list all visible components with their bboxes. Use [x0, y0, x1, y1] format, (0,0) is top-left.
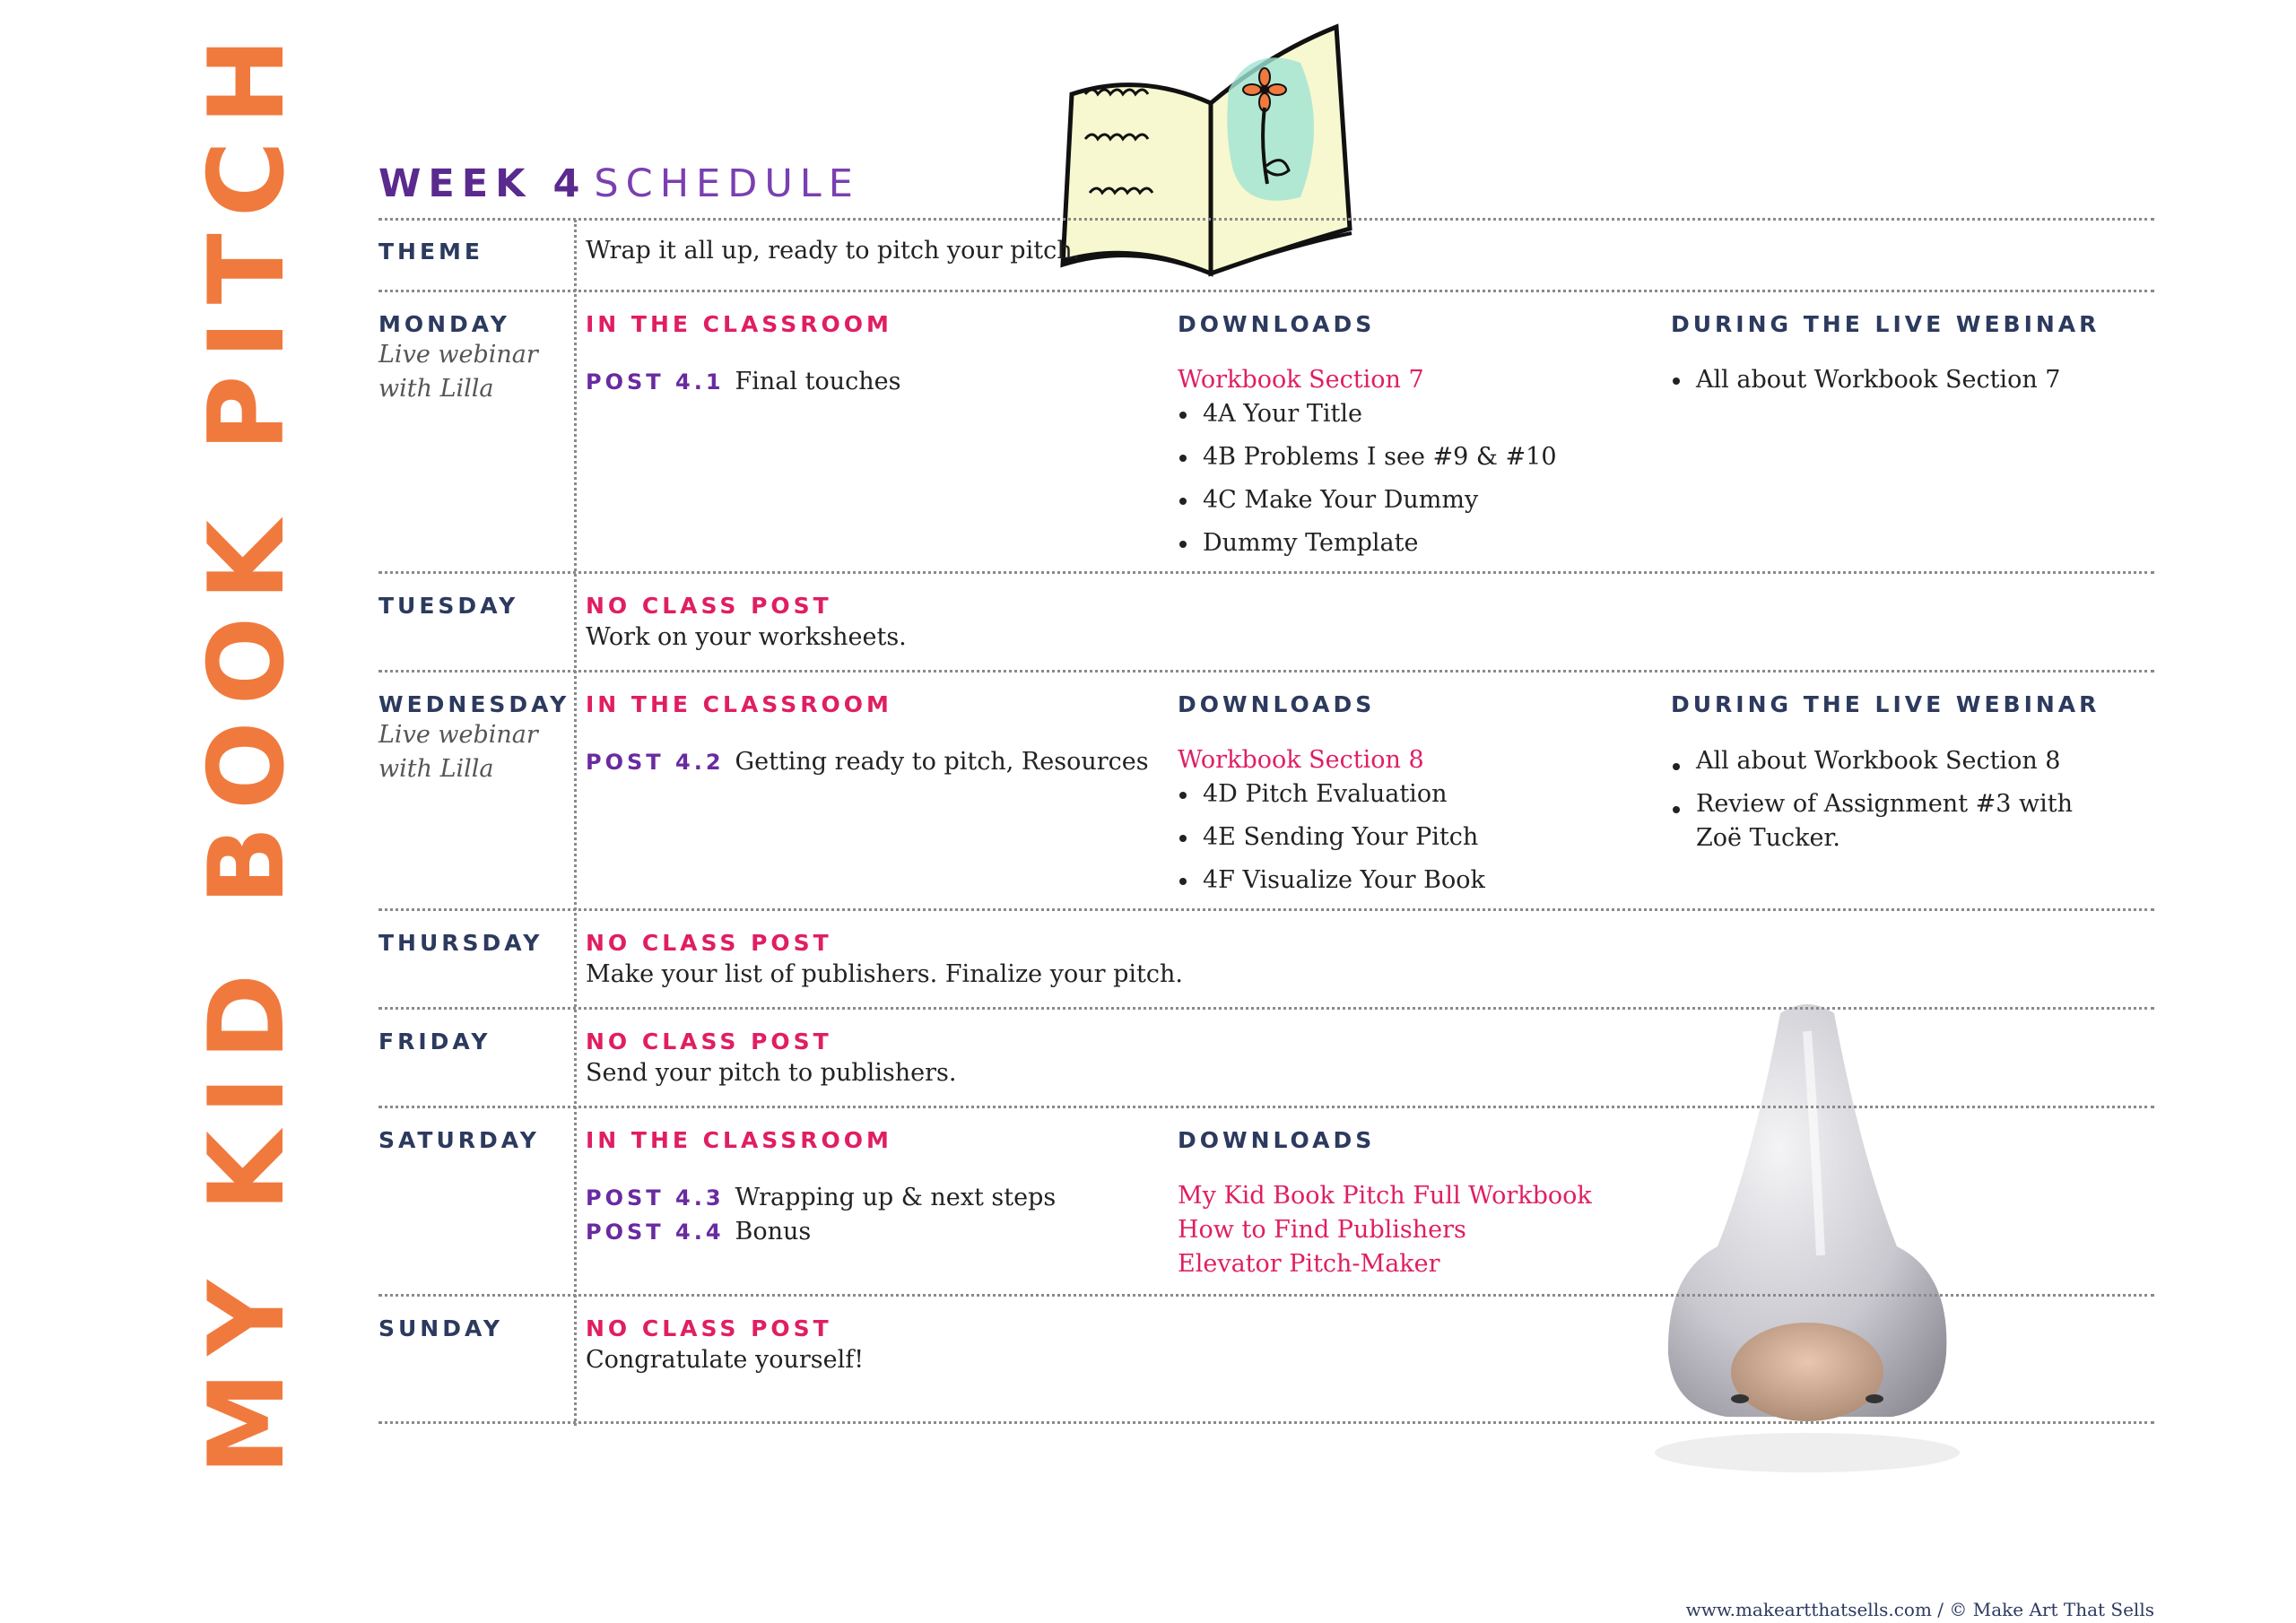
- day-thursday: THURSDAY: [378, 930, 544, 956]
- footer-credit: www.makeartthatsells.com / © Make Art That Sells: [1685, 1599, 2154, 1620]
- page-title: [378, 161, 860, 206]
- day-monday: MONDAY: [378, 311, 510, 337]
- wednesday-note: Live webinar with Lilla: [378, 721, 538, 783]
- post-4-1: [586, 368, 900, 395]
- post-label: POST 4.4: [586, 1219, 725, 1245]
- divider: [378, 571, 2154, 574]
- post-text: Bonus: [735, 1218, 812, 1245]
- wednesday-downloads-list: [1178, 773, 1485, 902]
- list-item: All about Workbook Section 8: [1671, 744, 2092, 778]
- full-workbook-link[interactable]: My Kid Book Pitch Full Workbook: [1178, 1182, 1592, 1210]
- day-tuesday: TUESDAY: [378, 593, 519, 619]
- no-class-heading: NO CLASS POST: [586, 1315, 832, 1341]
- list-item: 4B Problems I see #9 & #10: [1178, 436, 1557, 479]
- day-wednesday: WEDNESDAY: [378, 691, 570, 717]
- week-label: WEEK 4: [378, 161, 587, 206]
- no-class-heading: NO CLASS POST: [586, 930, 832, 956]
- theme-text: Wrap it all up, ready to pitch your pitch.: [586, 237, 1081, 265]
- divider: [378, 218, 2154, 221]
- list-item: 4D Pitch Evaluation: [1178, 773, 1485, 816]
- day-friday: FRIDAY: [378, 1028, 491, 1055]
- tuesday-text: Work on your worksheets.: [586, 623, 907, 651]
- list-item: 4C Make Your Dummy: [1178, 479, 1557, 522]
- no-class-heading: NO CLASS POST: [586, 1028, 832, 1055]
- thursday-text: Make your list of publishers. Finalize your pitch.: [586, 960, 1183, 988]
- post-label: POST 4.3: [586, 1185, 725, 1211]
- list-item: Review of Assignment #3 with Zoë Tucker.: [1671, 787, 2092, 855]
- sunday-text: Congratulate yourself!: [586, 1346, 865, 1374]
- classroom-heading: IN THE CLASSROOM: [586, 1127, 892, 1153]
- no-class-heading: NO CLASS POST: [586, 593, 832, 619]
- divider: [378, 290, 2154, 292]
- downloads-heading: DOWNLOADS: [1178, 311, 1376, 337]
- downloads-heading: DOWNLOADS: [1178, 691, 1376, 717]
- list-item: Dummy Template: [1178, 522, 1557, 565]
- webinar-heading: DURING THE LIVE WEBINAR: [1671, 691, 2100, 717]
- list-item: 4F Visualize Your Book: [1178, 859, 1485, 902]
- list-item: All about Workbook Section 7: [1671, 359, 2060, 402]
- webinar-heading: DURING THE LIVE WEBINAR: [1671, 311, 2100, 337]
- monday-downloads-list: [1178, 393, 1557, 565]
- elevator-pitch-link[interactable]: Elevator Pitch-Maker: [1178, 1250, 1440, 1278]
- post-text: Wrapping up & next steps: [735, 1184, 1057, 1211]
- post-4-4: [586, 1218, 811, 1245]
- monday-webinar-list: [1671, 359, 2060, 402]
- divider: [378, 908, 2154, 911]
- schedule-label: SCHEDULE: [594, 161, 860, 206]
- day-saturday: SATURDAY: [378, 1127, 540, 1153]
- day-sunday: SUNDAY: [378, 1315, 504, 1341]
- workbook-section-8-link[interactable]: Workbook Section 8: [1178, 746, 1424, 774]
- post-label: POST 4.1: [586, 369, 725, 395]
- nose-image: [1641, 977, 1973, 1480]
- theme-label: THEME: [378, 239, 484, 265]
- divider: [378, 670, 2154, 673]
- list-item: 4A Your Title: [1178, 393, 1557, 436]
- downloads-heading: DOWNLOADS: [1178, 1127, 1376, 1153]
- list-item: 4E Sending Your Pitch: [1178, 816, 1485, 859]
- divider: [378, 1106, 2154, 1108]
- find-publishers-link[interactable]: How to Find Publishers: [1178, 1216, 1466, 1244]
- wednesday-webinar-list: [1671, 744, 2092, 864]
- divider: [378, 1007, 2154, 1010]
- post-4-3: [586, 1184, 1056, 1211]
- monday-note: Live webinar with Lilla: [378, 341, 538, 403]
- post-text: Final touches: [735, 368, 901, 395]
- friday-text: Send your pitch to publishers.: [586, 1059, 957, 1087]
- column-divider: [574, 220, 577, 1426]
- side-title: MY KID BOOK PITCH: [187, 22, 308, 1475]
- divider: [378, 1421, 2154, 1424]
- classroom-heading: IN THE CLASSROOM: [586, 691, 892, 717]
- divider: [378, 1294, 2154, 1297]
- post-text: Getting ready to pitch, Resources: [735, 748, 1149, 776]
- classroom-heading: IN THE CLASSROOM: [586, 311, 892, 337]
- open-book-illustration: [1054, 18, 1354, 278]
- workbook-section-7-link[interactable]: Workbook Section 7: [1178, 366, 1424, 394]
- post-4-2: [586, 748, 1149, 776]
- post-label: POST 4.2: [586, 750, 725, 775]
